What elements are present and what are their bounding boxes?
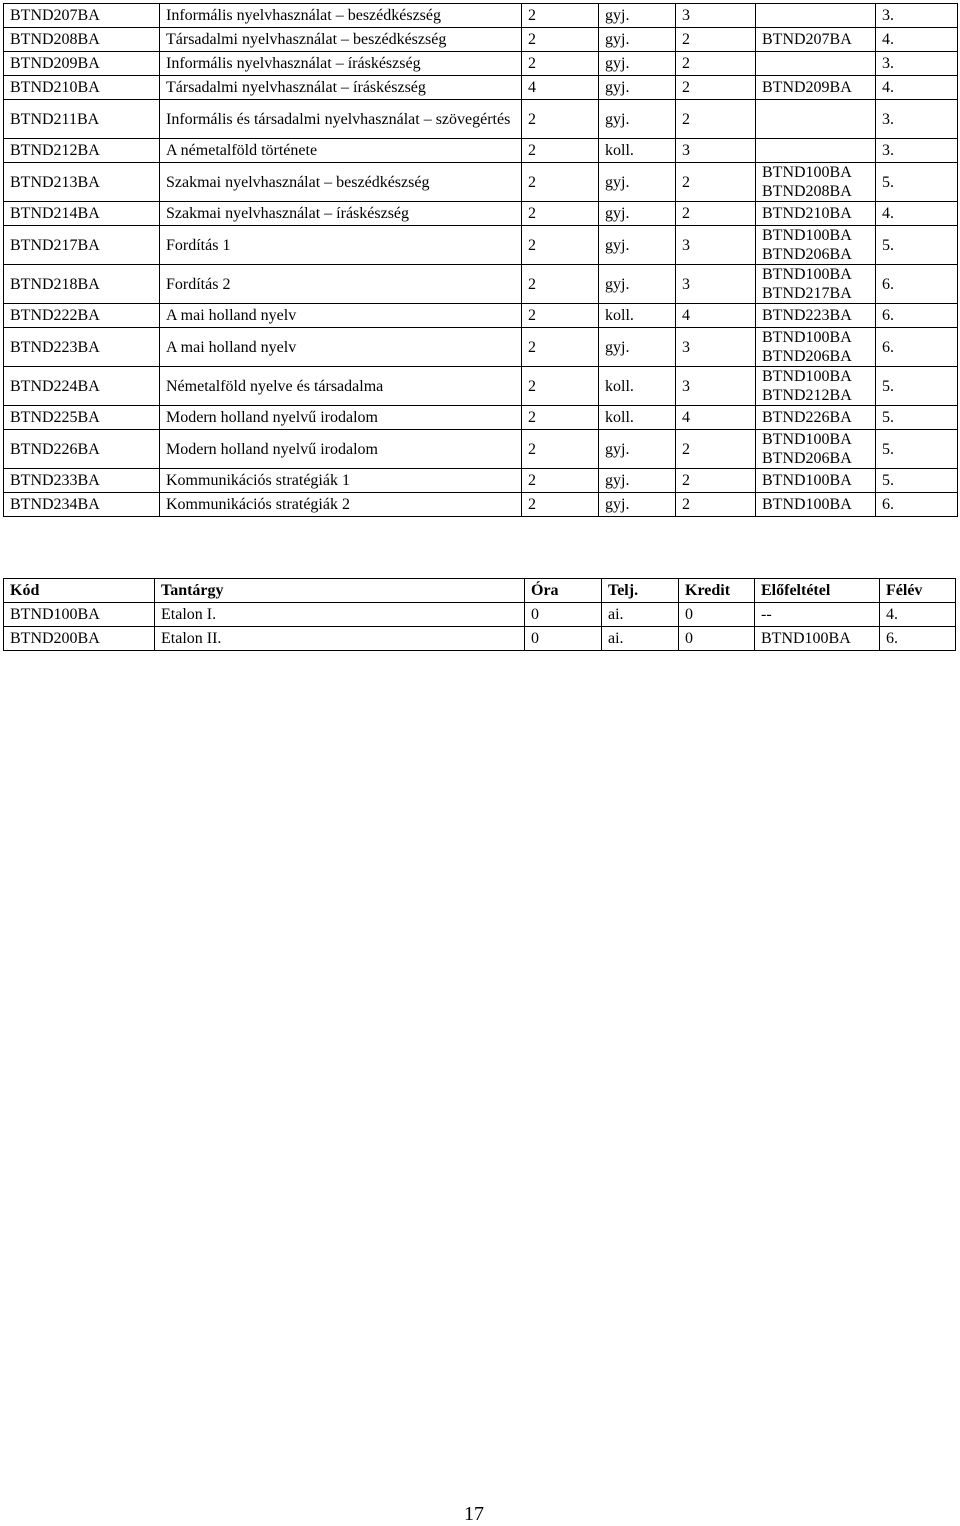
cell-kredit: 3 [676,328,756,367]
cell-kod: BTND100BA [4,603,155,627]
cell-ora: 2 [522,367,599,406]
cell-elofeltetel [756,328,876,367]
cell-tantargy: A németalföld története [160,139,522,163]
prerequisite-code: BTND223BA [762,307,852,324]
cell-telj: ai. [602,627,679,651]
cell-kredit: 4 [676,406,756,430]
table-row [4,367,958,406]
cell-kredit: 0 [679,627,755,651]
cell-kredit: 3 [676,139,756,163]
cell-kredit: 2 [676,430,756,469]
cell-telj: gyj. [599,469,676,493]
cell-telj: koll. [599,367,676,406]
cell-tantargy: Fordítás 2 [160,265,522,304]
cell-elofeltetel [756,202,876,226]
cell-felev: 5. [876,226,958,265]
cell-elofeltetel [756,4,876,28]
cell-ora: 2 [522,304,599,328]
cell-ora: 4 [522,76,599,100]
prerequisite-code: BTND212BA [762,387,852,404]
table-row [4,28,958,52]
table-row [4,163,958,202]
cell-ora: 2 [522,4,599,28]
cell-kod: BTND218BA [4,265,160,304]
cell-elofeltetel [756,304,876,328]
course-table-body [4,4,958,517]
cell-kredit: 2 [676,52,756,76]
cell-telj: gyj. [599,202,676,226]
cell-tantargy: Szakmai nyelvhasználat – íráskészség [160,202,522,226]
table-row [4,627,956,651]
cell-felev: 5. [876,469,958,493]
cell-kod: BTND234BA [4,493,160,517]
cell-felev: 5. [876,406,958,430]
table-row [4,76,958,100]
cell-felev: 4. [880,603,956,627]
table-row [4,226,958,265]
cell-ora: 2 [522,28,599,52]
cell-telj: koll. [599,406,676,430]
cell-kod: BTND207BA [4,4,160,28]
etalon-table-body [4,603,956,651]
header-kod: Kód [4,579,155,603]
cell-kod: BTND210BA [4,76,160,100]
cell-elofeltetel [756,139,876,163]
cell-elofeltetel [756,265,876,304]
cell-kod: BTND222BA [4,304,160,328]
cell-felev: 4. [876,28,958,52]
cell-kod: BTND208BA [4,28,160,52]
cell-tantargy: A mai holland nyelv [160,328,522,367]
cell-elofeltetel [756,28,876,52]
cell-felev: 3. [876,52,958,76]
cell-kredit: 0 [679,603,755,627]
cell-ora: 2 [522,139,599,163]
cell-kredit: 2 [676,493,756,517]
cell-felev: 5. [876,163,958,202]
cell-kredit: 2 [676,163,756,202]
cell-elofeltetel [756,406,876,430]
cell-tantargy: Etalon I. [155,603,525,627]
cell-kod: BTND200BA [4,627,155,651]
page-number: 17 [464,1503,484,1525]
cell-tantargy: A mai holland nyelv [160,304,522,328]
cell-ora: 2 [522,226,599,265]
prerequisite-code: BTND207BA [762,31,852,48]
cell-tantargy: Szakmai nyelvhasználat – beszédkészség [160,163,522,202]
cell-ora: 0 [525,603,602,627]
cell-felev: 6. [876,328,958,367]
cell-telj: gyj. [599,265,676,304]
cell-telj: ai. [602,603,679,627]
header-kredit: Kredit [679,579,755,603]
cell-felev: 6. [880,627,956,651]
cell-kod: BTND212BA [4,139,160,163]
cell-kod: BTND213BA [4,163,160,202]
cell-telj: gyj. [599,52,676,76]
cell-felev: 3. [876,139,958,163]
cell-felev: 6. [876,304,958,328]
cell-tantargy: Modern holland nyelvű irodalom [160,406,522,430]
cell-kod: BTND226BA [4,430,160,469]
table-row [4,202,958,226]
cell-telj: gyj. [599,163,676,202]
course-table [3,3,958,517]
table-row [4,493,958,517]
prerequisite-code: BTND100BA [762,164,852,181]
cell-elofeltetel [756,100,876,139]
cell-telj: gyj. [599,226,676,265]
cell-tantargy: Informális nyelvhasználat – íráskészség [160,52,522,76]
cell-tantargy: Kommunikációs stratégiák 1 [160,469,522,493]
cell-kod: BTND224BA [4,367,160,406]
cell-telj: gyj. [599,76,676,100]
cell-kredit: 4 [676,304,756,328]
table-row [4,139,958,163]
cell-kredit: 3 [676,226,756,265]
cell-telj: koll. [599,139,676,163]
cell-tantargy: Informális és társadalmi nyelvhasználat – szövegértés [160,100,522,139]
prerequisite-code: BTND100BA [762,431,852,448]
header-tantargy: Tantárgy [155,579,525,603]
cell-elofeltetel [756,367,876,406]
prerequisite-code: BTND217BA [762,285,852,302]
cell-ora: 2 [522,202,599,226]
cell-felev: 5. [876,367,958,406]
cell-felev: 3. [876,4,958,28]
cell-kod: BTND209BA [4,52,160,76]
prerequisite-code: BTND208BA [762,183,852,200]
cell-ora: 2 [522,406,599,430]
cell-elofeltetel [756,163,876,202]
cell-kod: BTND211BA [4,100,160,139]
prerequisite-code: BTND100BA [761,630,851,647]
cell-elofeltetel [756,430,876,469]
cell-elofeltetel [756,226,876,265]
cell-tantargy: Társadalmi nyelvhasználat – beszédkészség [160,28,522,52]
cell-elofeltetel [756,52,876,76]
table-row [4,328,958,367]
cell-telj: koll. [599,304,676,328]
cell-felev: 4. [876,202,958,226]
cell-kredit: 2 [676,28,756,52]
prerequisite-code: BTND100BA [762,329,852,346]
prerequisite-code: BTND206BA [762,348,852,365]
table-row [4,4,958,28]
header-telj: Telj. [602,579,679,603]
cell-kod: BTND217BA [4,226,160,265]
header-felev: Félév [880,579,956,603]
prerequisite-code: BTND100BA [762,227,852,244]
prerequisite-code: BTND100BA [762,266,852,283]
cell-tantargy: Etalon II. [155,627,525,651]
cell-kredit: 2 [676,100,756,139]
table-row [4,430,958,469]
cell-elofeltetel [755,627,880,651]
cell-ora: 2 [522,430,599,469]
cell-telj: gyj. [599,493,676,517]
cell-ora: 2 [522,469,599,493]
cell-kredit: 3 [676,265,756,304]
cell-tantargy: Fordítás 1 [160,226,522,265]
prerequisite-code: BTND210BA [762,205,852,222]
prerequisite-code: BTND100BA [762,472,852,489]
cell-kredit: 2 [676,76,756,100]
cell-felev: 5. [876,430,958,469]
cell-telj: gyj. [599,100,676,139]
cell-ora: 2 [522,52,599,76]
cell-elofeltetel [755,603,880,627]
prerequisite-code: BTND206BA [762,246,852,263]
prerequisite-code: BTND206BA [762,450,852,467]
cell-tantargy: Németalföld nyelve és társadalma [160,367,522,406]
cell-kredit: 2 [676,202,756,226]
header-ora: Óra [525,579,602,603]
cell-kredit: 3 [676,4,756,28]
cell-telj: gyj. [599,28,676,52]
prerequisite-code: BTND209BA [762,79,852,96]
cell-tantargy: Kommunikációs stratégiák 2 [160,493,522,517]
table-row [4,406,958,430]
prerequisite-code: BTND226BA [762,409,852,426]
cell-tantargy: Társadalmi nyelvhasználat – íráskészség [160,76,522,100]
cell-felev: 6. [876,493,958,517]
cell-elofeltetel [756,76,876,100]
cell-felev: 6. [876,265,958,304]
table-row [4,100,958,139]
cell-telj: gyj. [599,328,676,367]
table-row [4,304,958,328]
cell-tantargy: Informális nyelvhasználat – beszédkészség [160,4,522,28]
table-row [4,52,958,76]
table-row [4,265,958,304]
cell-tantargy: Modern holland nyelvű irodalom [160,430,522,469]
prerequisite-code: BTND100BA [762,368,852,385]
cell-ora: 2 [522,163,599,202]
cell-felev: 4. [876,76,958,100]
cell-ora: 0 [525,627,602,651]
prerequisite-code: -- [761,606,772,623]
cell-kod: BTND225BA [4,406,160,430]
table-row [4,469,958,493]
cell-kredit: 3 [676,367,756,406]
cell-ora: 2 [522,328,599,367]
cell-felev: 3. [876,100,958,139]
cell-telj: gyj. [599,430,676,469]
cell-ora: 2 [522,100,599,139]
cell-kod: BTND214BA [4,202,160,226]
cell-ora: 2 [522,265,599,304]
header-elofeltetel: Előfeltétel [755,579,880,603]
table-row [4,603,956,627]
cell-telj: gyj. [599,4,676,28]
cell-elofeltetel [756,469,876,493]
etalon-table [3,578,956,651]
cell-kod: BTND233BA [4,469,160,493]
prerequisite-code: BTND100BA [762,496,852,513]
table-header-row [4,579,956,603]
cell-elofeltetel [756,493,876,517]
cell-kod: BTND223BA [4,328,160,367]
cell-ora: 2 [522,493,599,517]
cell-kredit: 2 [676,469,756,493]
